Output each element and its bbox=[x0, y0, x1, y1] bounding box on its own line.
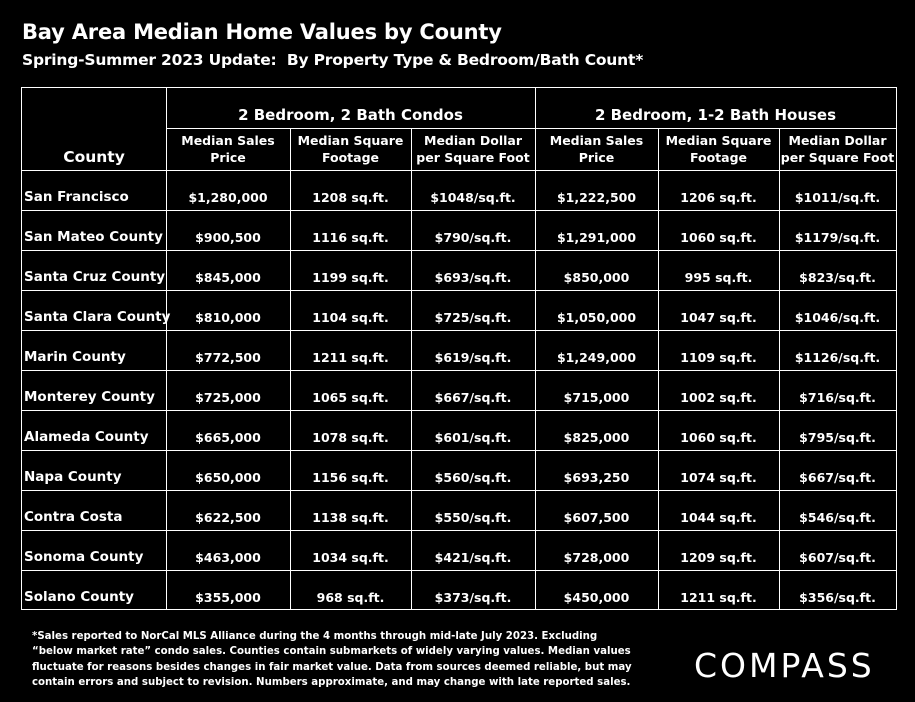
county-name-cell: Santa Clara County bbox=[24, 309, 171, 325]
table-cell: $667/sq.ft. bbox=[799, 469, 876, 485]
table-cell: $421/sq.ft. bbox=[434, 549, 512, 565]
table-divider-horizontal bbox=[22, 410, 896, 411]
table-cell: $900,500 bbox=[195, 229, 261, 245]
group-header: 2 Bedroom, 1-2 Bath Houses bbox=[594, 106, 837, 124]
table-cell: $1,222,500 bbox=[556, 189, 637, 205]
county-name-cell: Monterey County bbox=[24, 389, 155, 405]
county-name-cell: Marin County bbox=[24, 349, 126, 365]
subheader-line: Price bbox=[210, 150, 246, 165]
table-cell: $667/sq.ft. bbox=[434, 389, 512, 405]
table-cell: 1060 sq.ft. bbox=[680, 229, 757, 245]
table-cell: $560/sq.ft. bbox=[434, 469, 512, 485]
county-name-cell: Napa County bbox=[24, 469, 122, 485]
subheader-line: Median Square bbox=[297, 133, 404, 149]
subheader-line: Median Dollar bbox=[788, 133, 887, 149]
subheader-line: Median Sales bbox=[181, 133, 275, 149]
table-cell: $619/sq.ft. bbox=[434, 349, 512, 365]
table-cell: $356/sq.ft. bbox=[799, 589, 876, 605]
table-cell: 1104 sq.ft. bbox=[312, 309, 389, 325]
group-header: 2 Bedroom, 2 Bath Condos bbox=[238, 106, 463, 124]
county-name-cell: Solano County bbox=[24, 589, 134, 605]
column-subheader bbox=[290, 130, 411, 170]
table-divider-horizontal bbox=[22, 450, 896, 451]
table-cell: 995 sq.ft. bbox=[684, 269, 753, 285]
page-subtitle: Spring-Summer 2023 Update: By Property Type & Bedroom/Bath Count* bbox=[22, 51, 644, 69]
table-cell: $725,000 bbox=[195, 389, 261, 405]
table-cell: 1211 sq.ft. bbox=[312, 349, 389, 365]
table-cell: 1078 sq.ft. bbox=[312, 429, 389, 445]
table-divider-horizontal bbox=[166, 128, 896, 129]
table-cell: $693/sq.ft. bbox=[434, 269, 512, 285]
footnote-line: “below market rate” condo sales. Counties contain submarkets of widely varying values. Median values bbox=[32, 646, 631, 658]
table-cell: $1179/sq.ft. bbox=[794, 229, 881, 245]
table-cell: 1208 sq.ft. bbox=[312, 189, 389, 205]
footnote-line: contain errors and subject to revision. Numbers approximate, and may change with late reported sales. bbox=[32, 677, 631, 689]
county-name-cell: San Mateo County bbox=[24, 229, 163, 245]
table-cell: 1047 sq.ft. bbox=[680, 309, 757, 325]
table-divider-horizontal bbox=[22, 250, 896, 251]
table-divider-horizontal bbox=[22, 170, 896, 171]
county-column-header: County bbox=[63, 148, 125, 166]
table-cell: $823/sq.ft. bbox=[799, 269, 876, 285]
county-name-cell: Santa Cruz County bbox=[24, 269, 166, 285]
table-cell: $825,000 bbox=[563, 429, 630, 445]
table-cell: 1211 sq.ft. bbox=[680, 589, 757, 605]
county-name-cell: San Francisco bbox=[24, 189, 129, 205]
table-cell: $1048/sq.ft. bbox=[430, 189, 516, 205]
subheader-line: Median Dollar bbox=[424, 133, 522, 149]
table-cell: 1060 sq.ft. bbox=[680, 429, 757, 445]
table-cell: 1034 sq.ft. bbox=[312, 549, 389, 565]
table-cell: 1065 sq.ft. bbox=[312, 389, 389, 405]
table-cell: $546/sq.ft. bbox=[799, 509, 876, 525]
table-cell: 1074 sq.ft. bbox=[680, 469, 757, 485]
table-cell: $355,000 bbox=[195, 589, 261, 605]
subheader-line: per Square Foot bbox=[416, 150, 530, 165]
home-values-table bbox=[21, 87, 897, 610]
page-title: Bay Area Median Home Values by County bbox=[22, 20, 502, 44]
table-divider-horizontal bbox=[22, 330, 896, 331]
table-cell: 1002 sq.ft. bbox=[680, 389, 757, 405]
table-cell: 1109 sq.ft. bbox=[680, 349, 757, 365]
table-cell: 968 sq.ft. bbox=[316, 589, 385, 605]
table-cell: $450,000 bbox=[563, 589, 630, 605]
column-subheader bbox=[779, 130, 896, 170]
table-cell: $1,050,000 bbox=[556, 309, 637, 325]
table-divider-horizontal bbox=[22, 490, 896, 491]
table-cell: $845,000 bbox=[195, 269, 261, 285]
table-divider-horizontal bbox=[22, 210, 896, 211]
column-subheader bbox=[411, 130, 535, 170]
table-cell: $725/sq.ft. bbox=[434, 309, 512, 325]
table-cell: 1206 sq.ft. bbox=[680, 189, 757, 205]
subheader-line: Price bbox=[578, 150, 615, 165]
table-cell: $1126/sq.ft. bbox=[794, 349, 881, 365]
subheader-line: Footage bbox=[689, 150, 748, 165]
table-cell: $463,000 bbox=[195, 549, 261, 565]
column-subheader bbox=[658, 130, 779, 170]
table-cell: $373/sq.ft. bbox=[434, 589, 512, 605]
table-divider-horizontal bbox=[22, 290, 896, 291]
table-cell: $622,500 bbox=[195, 509, 261, 525]
subheader-line: per Square Foot bbox=[780, 150, 895, 165]
table-cell: 1209 sq.ft. bbox=[680, 549, 757, 565]
table-cell: $850,000 bbox=[563, 269, 630, 285]
subheader-line: Median Sales bbox=[549, 133, 644, 149]
table-cell: $790/sq.ft. bbox=[434, 229, 512, 245]
table-cell: $601/sq.ft. bbox=[434, 429, 512, 445]
table-cell: 1044 sq.ft. bbox=[680, 509, 757, 525]
table-cell: $550/sq.ft. bbox=[434, 509, 512, 525]
county-name-cell: Contra Costa bbox=[24, 509, 123, 525]
column-subheader bbox=[166, 130, 290, 170]
table-cell: $1,291,000 bbox=[556, 229, 637, 245]
table-cell: $1011/sq.ft. bbox=[794, 189, 881, 205]
table-cell: 1138 sq.ft. bbox=[312, 509, 389, 525]
footnote bbox=[32, 629, 632, 691]
compass-logo: COMPASS bbox=[694, 646, 875, 685]
table-cell: $1,249,000 bbox=[556, 349, 637, 365]
column-subheader bbox=[535, 130, 658, 170]
table-cell: $728,000 bbox=[563, 549, 630, 565]
table-cell: $665,000 bbox=[195, 429, 261, 445]
table-cell: $607/sq.ft. bbox=[799, 549, 876, 565]
county-name-cell: Sonoma County bbox=[24, 549, 144, 565]
subheader-line: Footage bbox=[321, 150, 380, 165]
table-cell: $1046/sq.ft. bbox=[794, 309, 881, 325]
table-cell: $795/sq.ft. bbox=[799, 429, 876, 445]
table-cell: $650,000 bbox=[195, 469, 261, 485]
table-cell: $772,500 bbox=[195, 349, 261, 365]
table-cell: $716/sq.ft. bbox=[799, 389, 876, 405]
table-cell: $607,500 bbox=[563, 509, 630, 525]
subheader-line: Median Square bbox=[665, 133, 772, 149]
table-cell: $1,280,000 bbox=[188, 189, 268, 205]
table-cell: $715,000 bbox=[563, 389, 630, 405]
table-divider-horizontal bbox=[22, 370, 896, 371]
county-name-cell: Alameda County bbox=[24, 429, 149, 445]
table-cell: $810,000 bbox=[195, 309, 261, 325]
footnote-line: *Sales reported to NorCal MLS Alliance during the 4 months through mid-late July 2023. Excluding bbox=[32, 631, 598, 642]
table-cell: 1199 sq.ft. bbox=[312, 269, 389, 285]
table-cell: 1156 sq.ft. bbox=[312, 469, 389, 485]
table-divider-horizontal bbox=[22, 570, 896, 571]
footnote-line: fluctuate for reasons besides changes in fair market value. Data from sources deemed reliable, but may bbox=[32, 661, 632, 673]
table-divider-horizontal bbox=[22, 530, 896, 531]
table-cell: 1116 sq.ft. bbox=[312, 229, 389, 245]
table-cell: $693,250 bbox=[563, 469, 630, 485]
